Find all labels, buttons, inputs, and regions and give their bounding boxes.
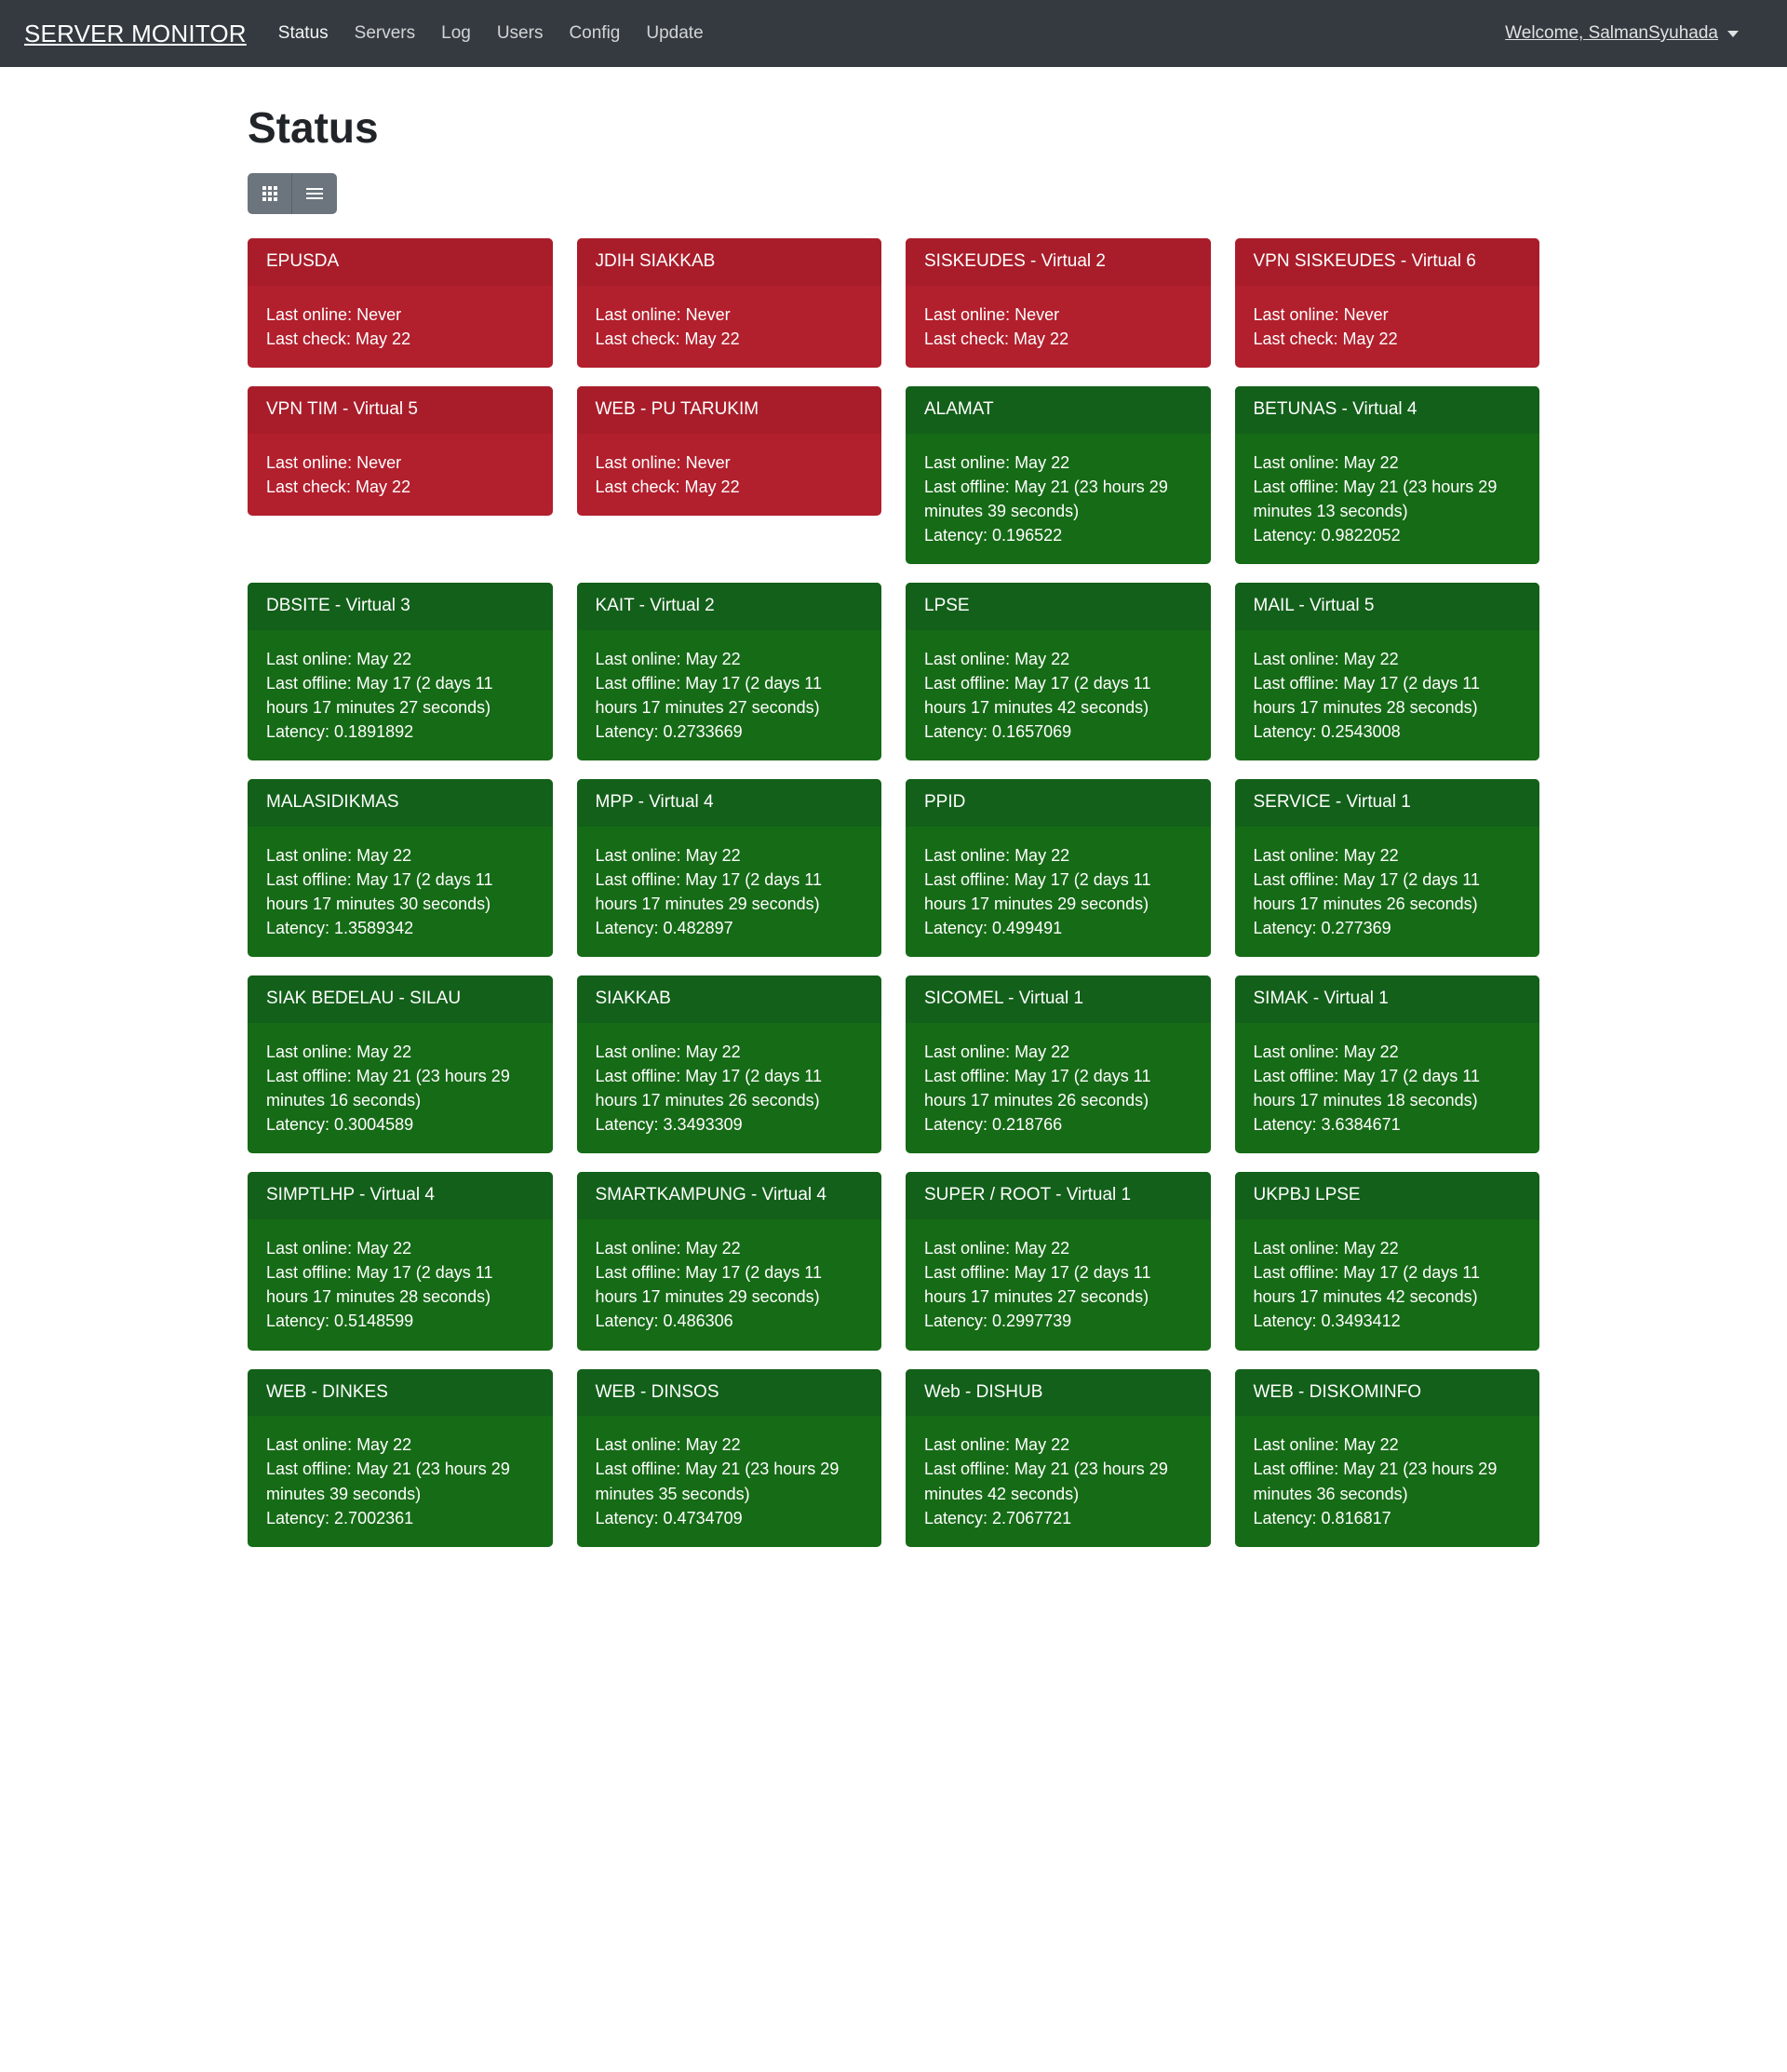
server-card-detail: Last offline: May 17 (2 days 11 hours 17 minutes 28 seconds) xyxy=(1253,673,1480,717)
server-card[interactable] xyxy=(248,975,553,1153)
grid-icon xyxy=(262,186,277,201)
server-card-detail: Last online: May 22 xyxy=(924,1239,1070,1258)
server-card[interactable] xyxy=(906,1369,1211,1547)
page-title: Status xyxy=(248,103,379,152)
nav-link-update[interactable]: Update xyxy=(646,23,704,43)
server-card-grid xyxy=(248,238,1539,1612)
server-card-title: SIMAK - Virtual 1 xyxy=(1235,975,1540,1023)
server-card-body xyxy=(248,434,553,516)
server-card[interactable] xyxy=(577,1369,882,1547)
server-card-title: UKPBJ LPSE xyxy=(1235,1172,1540,1219)
server-card-detail: Latency: 0.3004589 xyxy=(266,1115,414,1135)
nav-link-config[interactable]: Config xyxy=(569,23,621,43)
server-card-detail: Latency: 3.6384671 xyxy=(1253,1115,1401,1135)
server-card-detail: Last offline: May 17 (2 days 11 hours 17 minutes 26 seconds) xyxy=(1253,870,1480,914)
server-card-title: MAIL - Virtual 5 xyxy=(1235,583,1540,630)
server-card-detail: Latency: 0.5148599 xyxy=(266,1312,414,1331)
server-card-detail: Last online: May 22 xyxy=(595,845,741,865)
server-card-body xyxy=(906,1416,1211,1546)
server-card-detail: Last online: Never xyxy=(266,452,402,472)
server-card-title: MPP - Virtual 4 xyxy=(577,779,882,827)
server-card-body xyxy=(248,286,553,368)
server-card-detail: Latency: 0.218766 xyxy=(924,1115,1063,1135)
navbar-right xyxy=(1505,23,1763,44)
server-card-body xyxy=(248,1219,553,1350)
server-card-detail: Latency: 0.277369 xyxy=(1253,919,1391,938)
server-card-title: SIAKKAB xyxy=(577,975,882,1023)
server-card-detail: Last offline: May 17 (2 days 11 hours 17 minutes 27 seconds) xyxy=(924,1263,1151,1307)
server-card-body xyxy=(1235,286,1540,368)
server-card[interactable] xyxy=(577,779,882,957)
server-card-body xyxy=(577,1023,882,1153)
server-card-body xyxy=(248,1023,553,1153)
server-card-title: LPSE xyxy=(906,583,1211,630)
server-card-title: PPID xyxy=(906,779,1211,827)
server-card-title: SERVICE - Virtual 1 xyxy=(1235,779,1540,827)
server-card[interactable] xyxy=(1235,583,1540,760)
server-card-detail: Last offline: May 17 (2 days 11 hours 17 minutes 18 seconds) xyxy=(1253,1067,1480,1110)
server-card-title: DBSITE - Virtual 3 xyxy=(248,583,553,630)
server-card-title: WEB - DINKES xyxy=(248,1369,553,1417)
server-card-detail: Latency: 2.7067721 xyxy=(924,1508,1072,1527)
server-card-detail: Last online: May 22 xyxy=(1253,452,1399,472)
server-card-detail: Last offline: May 21 (23 hours 29 minutes 39 seconds) xyxy=(266,1460,510,1503)
server-card-detail: Last offline: May 21 (23 hours 29 minutes 42 seconds) xyxy=(924,1460,1168,1503)
server-card-body xyxy=(1235,1416,1540,1546)
server-card-detail: Last check: May 22 xyxy=(266,329,411,348)
server-card-detail: Last check: May 22 xyxy=(595,477,740,496)
server-card-detail: Last offline: May 17 (2 days 11 hours 17 minutes 26 seconds) xyxy=(924,1067,1151,1110)
server-card-detail: Last online: May 22 xyxy=(1253,649,1399,668)
server-card-detail: Last online: May 22 xyxy=(266,1239,412,1258)
server-card-detail: Last offline: May 17 (2 days 11 hours 17 minutes 26 seconds) xyxy=(595,1067,822,1110)
server-card-detail: Last online: Never xyxy=(1253,304,1389,324)
server-card-title: WEB - DISKOMINFO xyxy=(1235,1369,1540,1417)
server-card-title: WEB - PU TARUKIM xyxy=(577,386,882,434)
server-card-detail: Last online: May 22 xyxy=(1253,845,1399,865)
server-card-body xyxy=(248,630,553,760)
server-card-title: BETUNAS - Virtual 4 xyxy=(1235,386,1540,434)
server-card-body xyxy=(248,1416,553,1546)
server-card-detail: Latency: 0.196522 xyxy=(924,525,1063,545)
list-icon xyxy=(306,188,323,199)
server-card-detail: Latency: 0.2733669 xyxy=(595,722,743,742)
server-card-detail: Latency: 3.3493309 xyxy=(595,1115,743,1135)
server-card-body xyxy=(906,1023,1211,1153)
server-card-detail: Last online: Never xyxy=(595,452,731,472)
server-card-detail: Last online: Never xyxy=(266,304,402,324)
server-card-title: SIMPTLHP - Virtual 4 xyxy=(248,1172,553,1219)
server-card-detail: Last offline: May 17 (2 days 11 hours 17 minutes 42 seconds) xyxy=(1253,1263,1480,1307)
server-card-detail: Latency: 0.482897 xyxy=(595,919,733,938)
server-card-detail: Last online: May 22 xyxy=(595,649,741,668)
server-card-detail: Latency: 0.816817 xyxy=(1253,1508,1391,1527)
server-card-detail: Last offline: May 17 (2 days 11 hours 17 minutes 27 seconds) xyxy=(595,673,822,717)
server-card[interactable] xyxy=(248,583,553,760)
page-container xyxy=(0,102,1787,1612)
server-card-title: Web - DISHUB xyxy=(906,1369,1211,1417)
server-card-detail: Latency: 1.3589342 xyxy=(266,919,414,938)
server-card-title: VPN TIM - Virtual 5 xyxy=(248,386,553,434)
server-card-detail: Latency: 0.2543008 xyxy=(1253,722,1401,742)
server-card-body xyxy=(248,827,553,957)
server-card-detail: Last online: May 22 xyxy=(924,452,1070,472)
server-card-detail: Last online: May 22 xyxy=(595,1043,741,1062)
view-toggle-group xyxy=(248,173,337,214)
server-card-detail: Last check: May 22 xyxy=(595,329,740,348)
server-card-title: ALAMAT xyxy=(906,386,1211,434)
brand-link[interactable]: SERVER MONITOR xyxy=(24,19,247,47)
server-card-detail: Last offline: May 17 (2 days 11 hours 17 minutes 42 seconds) xyxy=(924,673,1151,717)
chevron-down-icon[interactable] xyxy=(1727,31,1739,37)
server-card-body xyxy=(906,630,1211,760)
grid-view-button[interactable] xyxy=(248,173,292,214)
server-card-detail: Last offline: May 17 (2 days 11 hours 17 minutes 30 seconds) xyxy=(266,870,493,914)
nav-link-log[interactable]: Log xyxy=(441,23,471,43)
server-card-detail: Last online: May 22 xyxy=(924,1043,1070,1062)
server-card-title: JDIH SIAKKAB xyxy=(577,238,882,286)
server-card[interactable] xyxy=(248,779,553,957)
server-card-body xyxy=(1235,1219,1540,1350)
server-card[interactable] xyxy=(1235,238,1540,368)
server-card-detail: Last offline: May 21 (23 hours 29 minutes 36 seconds) xyxy=(1253,1460,1498,1503)
server-card-detail: Last online: May 22 xyxy=(924,649,1070,668)
server-card-body xyxy=(577,1219,882,1350)
server-card-detail: Last online: May 22 xyxy=(595,1239,741,1258)
server-card-detail: Latency: 2.7002361 xyxy=(266,1508,414,1527)
nav-links xyxy=(278,23,704,44)
server-card-body xyxy=(577,827,882,957)
server-card-detail: Latency: 0.3493412 xyxy=(1253,1312,1401,1331)
server-card-title: SICOMEL - Virtual 1 xyxy=(906,975,1211,1023)
server-card-detail: Last offline: May 21 (23 hours 29 minutes 16 seconds) xyxy=(266,1067,510,1110)
server-card-title: SIAK BEDELAU - SILAU xyxy=(248,975,553,1023)
server-card-detail: Latency: 0.2997739 xyxy=(924,1312,1072,1331)
server-card-body xyxy=(577,434,882,516)
server-card-detail: Last offline: May 17 (2 days 11 hours 17 minutes 29 seconds) xyxy=(595,1263,822,1307)
server-card-detail: Last online: Never xyxy=(924,304,1060,324)
nav-link-servers[interactable]: Servers xyxy=(354,23,416,43)
server-card-detail: Last online: May 22 xyxy=(266,1043,412,1062)
user-menu-button[interactable]: Welcome, SalmanSyuhada xyxy=(1505,23,1718,43)
server-card-detail: Last online: May 22 xyxy=(924,1435,1070,1455)
server-card[interactable] xyxy=(577,238,882,368)
server-card[interactable] xyxy=(577,386,882,516)
server-card-detail: Last online: May 22 xyxy=(1253,1043,1399,1062)
server-card-detail: Last online: May 22 xyxy=(266,845,412,865)
server-card[interactable] xyxy=(248,238,553,368)
server-card-detail: Last offline: May 17 (2 days 11 hours 17 minutes 27 seconds) xyxy=(266,673,493,717)
server-card-detail: Last online: May 22 xyxy=(1253,1435,1399,1455)
server-card-title: WEB - DINSOS xyxy=(577,1369,882,1417)
server-card-detail: Last online: May 22 xyxy=(266,649,412,668)
server-card[interactable] xyxy=(906,583,1211,760)
server-card[interactable] xyxy=(1235,386,1540,564)
nav-link-users[interactable]: Users xyxy=(496,23,544,43)
server-card-title: VPN SISKEUDES - Virtual 6 xyxy=(1235,238,1540,286)
server-card[interactable] xyxy=(1235,1369,1540,1547)
server-card-title: MALASIDIKMAS xyxy=(248,779,553,827)
server-card[interactable] xyxy=(906,238,1211,368)
server-card[interactable] xyxy=(577,583,882,760)
server-card[interactable] xyxy=(577,1172,882,1350)
server-card-detail: Latency: 0.1657069 xyxy=(924,722,1072,742)
server-card-detail: Latency: 0.9822052 xyxy=(1253,525,1401,545)
server-card-body xyxy=(577,630,882,760)
server-card[interactable] xyxy=(248,386,553,516)
server-card-body xyxy=(906,827,1211,957)
server-card-detail: Last offline: May 17 (2 days 11 hours 17 minutes 28 seconds) xyxy=(266,1263,493,1307)
server-card-detail: Latency: 0.499491 xyxy=(924,919,1063,938)
server-card[interactable] xyxy=(1235,779,1540,957)
server-card[interactable] xyxy=(906,975,1211,1153)
server-card-detail: Last online: May 22 xyxy=(266,1435,412,1455)
server-card-detail: Last offline: May 21 (23 hours 29 minutes 13 seconds) xyxy=(1253,477,1498,520)
server-card-body xyxy=(1235,1023,1540,1153)
server-card-body xyxy=(1235,630,1540,760)
server-card-detail: Last online: May 22 xyxy=(595,1435,741,1455)
server-card-body xyxy=(906,1219,1211,1350)
server-card-detail: Latency: 0.486306 xyxy=(595,1312,733,1331)
server-card-body xyxy=(577,1416,882,1546)
top-navbar xyxy=(0,0,1787,67)
server-card-body xyxy=(577,286,882,368)
server-card[interactable] xyxy=(577,975,882,1153)
server-card-detail: Last check: May 22 xyxy=(266,477,411,496)
server-card-body xyxy=(906,286,1211,368)
server-card-body xyxy=(906,434,1211,564)
server-card-detail: Last offline: May 21 (23 hours 29 minutes 35 seconds) xyxy=(595,1460,840,1503)
server-card[interactable] xyxy=(906,1172,1211,1350)
server-card[interactable] xyxy=(1235,1172,1540,1350)
server-card-body xyxy=(1235,434,1540,564)
server-card[interactable] xyxy=(1235,975,1540,1153)
server-card-title: SUPER / ROOT - Virtual 1 xyxy=(906,1172,1211,1219)
server-card[interactable] xyxy=(906,779,1211,957)
server-card-title: KAIT - Virtual 2 xyxy=(577,583,882,630)
server-card-detail: Last check: May 22 xyxy=(924,329,1069,348)
server-card-title: SMARTKAMPUNG - Virtual 4 xyxy=(577,1172,882,1219)
server-card-body xyxy=(1235,827,1540,957)
server-card-detail: Latency: 0.1891892 xyxy=(266,722,414,742)
server-card[interactable] xyxy=(906,386,1211,564)
server-card-detail: Last offline: May 21 (23 hours 29 minutes 39 seconds) xyxy=(924,477,1168,520)
server-card[interactable] xyxy=(248,1369,553,1547)
list-view-button[interactable] xyxy=(292,173,337,214)
nav-link-status[interactable]: Status xyxy=(277,23,329,43)
server-card-title: EPUSDA xyxy=(248,238,553,286)
server-card-detail: Last check: May 22 xyxy=(1253,329,1398,348)
server-card-title: SISKEUDES - Virtual 2 xyxy=(906,238,1211,286)
server-card-detail: Latency: 0.4734709 xyxy=(595,1508,743,1527)
server-card[interactable] xyxy=(248,1172,553,1350)
server-card-detail: Last offline: May 17 (2 days 11 hours 17 minutes 29 seconds) xyxy=(595,870,822,914)
server-card-detail: Last online: Never xyxy=(595,304,731,324)
server-card-detail: Last online: May 22 xyxy=(1253,1239,1399,1258)
server-card-detail: Last online: May 22 xyxy=(924,845,1070,865)
server-card-detail: Last offline: May 17 (2 days 11 hours 17 minutes 29 seconds) xyxy=(924,870,1151,914)
